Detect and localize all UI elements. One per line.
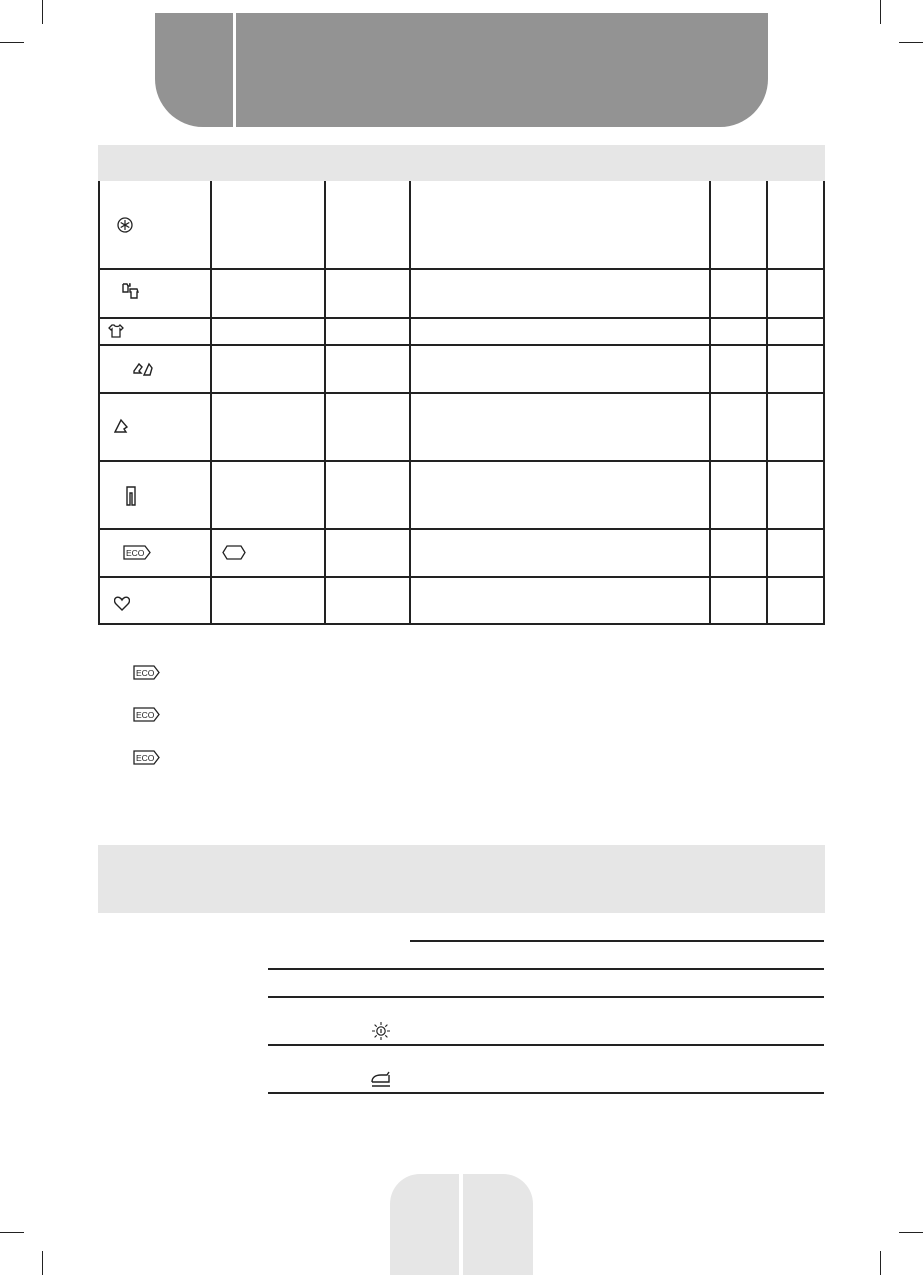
- crop-mark: [0, 42, 24, 43]
- svg-text:ECO: ECO: [136, 668, 155, 678]
- snowflake-icon: [117, 217, 133, 233]
- svg-text:ECO: ECO: [136, 753, 155, 763]
- table-rule: [268, 1044, 824, 1046]
- header-tab: [155, 13, 768, 127]
- table-rule: [410, 940, 824, 942]
- eco-tag-icon: [133, 750, 159, 764]
- crop-mark: [42, 0, 43, 24]
- delicates-icon: [114, 418, 130, 434]
- table-rule: [268, 968, 824, 970]
- crop-mark: [0, 1232, 24, 1233]
- table-rule: [268, 1092, 824, 1094]
- program-table: [98, 181, 825, 625]
- table-rule: [268, 996, 824, 998]
- eco-tag-icon: [133, 665, 159, 679]
- crop-mark: [880, 1251, 881, 1275]
- sun-dry-icon: [371, 1021, 391, 1041]
- crop-mark: [899, 1232, 923, 1233]
- heart-icon: [114, 596, 130, 611]
- footer-divider: [459, 1174, 463, 1275]
- crop-mark: [42, 1251, 43, 1275]
- svg-text:ECO: ECO: [136, 710, 155, 720]
- trousers-icon: [126, 486, 136, 506]
- iron-icon: [370, 1070, 392, 1088]
- table-header-bar: [98, 145, 825, 181]
- eco-label: ECO: [126, 548, 145, 558]
- baby-shirt-icon: [108, 323, 124, 339]
- crop-mark: [899, 42, 923, 43]
- hand-wash-icon: [132, 361, 154, 379]
- eco-tag-icon: [133, 707, 159, 721]
- section2-header-bar: [98, 845, 825, 913]
- crop-mark: [880, 0, 881, 24]
- eco-tag-icon: [123, 545, 151, 560]
- mixed-fabrics-icon: [121, 282, 141, 300]
- eco-button-shape: [222, 545, 246, 560]
- header-divider: [233, 13, 236, 127]
